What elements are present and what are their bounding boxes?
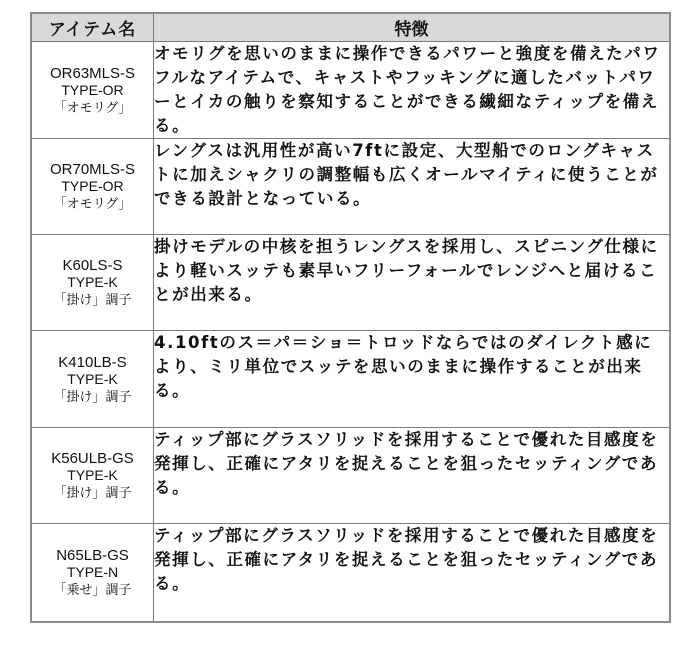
feature-description: レングスは汎用性が高い7ftに設定、大型船でのロングキャストに加えシャクリの調整幅も広くオールマイティに使うことができる設計となっている。 — [154, 139, 671, 235]
model-tone: 「掛け」調子 — [53, 485, 132, 500]
model-type: TYPE-N — [66, 564, 119, 580]
model-code: K410LB-S — [58, 353, 127, 371]
model-code: K60LS-S — [62, 257, 123, 274]
model-tone: 「掛け」調子 — [53, 388, 132, 404]
model-tone: 「オモリグ」 — [53, 196, 132, 211]
item-name-cell — [31, 235, 154, 331]
item-name-cell — [31, 524, 154, 623]
table-row — [31, 139, 670, 235]
model-code: K56ULB-GS — [51, 450, 134, 467]
model-type: TYPE-K — [67, 370, 118, 387]
feature-description: 掛けモデルの中核を担うレングスを採用し、スピニング仕様により軽いスッテも素早いフリーフォールでレンジへと届けることが出来る。 — [154, 235, 671, 331]
item-name-cell — [31, 42, 154, 139]
table-row — [31, 42, 670, 139]
model-code: OR63MLS-S — [49, 64, 136, 82]
model-type: TYPE-OR — [61, 81, 124, 98]
header-item-name: アイテム名 — [31, 13, 154, 42]
table-row — [31, 524, 670, 623]
header-features: 特徴 — [154, 13, 671, 42]
model-tone: 「オモリグ」 — [53, 99, 132, 115]
model-code: N65LB-GS — [56, 547, 129, 564]
table-row — [31, 235, 670, 331]
header-row — [31, 13, 670, 42]
model-type: TYPE-OR — [61, 178, 124, 194]
feature-description: オモリグを思いのままに操作できるパワーと強度を備えたパワフルなアイテムで、キャストやフッキングに適したバットパワーとイカの触りを察知することができる繊細なティップを備える。 — [154, 42, 671, 139]
model-tone: 「掛け」調子 — [53, 292, 132, 307]
feature-description: ティップ部にグラスソリッドを採用することで優れた目感度を発揮し、正確にアタリを捉えることを狙ったセッティングである。 — [154, 428, 671, 524]
model-code: OR70MLS-S — [49, 161, 136, 178]
rod-spec-table — [30, 12, 671, 623]
model-type: TYPE-K — [67, 274, 118, 290]
model-tone: 「乗せ」調子 — [53, 582, 132, 597]
feature-description: ティップ部にグラスソリッドを採用することで優れた目感度を発揮し、正確にアタリを捉えることを狙ったセッティングである。 — [154, 524, 671, 623]
item-name-cell — [31, 139, 154, 235]
item-name-cell — [31, 331, 154, 428]
item-name-cell — [31, 428, 154, 524]
feature-description: 4.10ftのス＝パ＝ショ＝トロッドならではのダイレクト感により、ミリ単位でスッテを思いのままに操作することが出来る。 — [154, 331, 671, 428]
model-type: TYPE-K — [67, 467, 118, 483]
table-row — [31, 428, 670, 524]
table-row — [31, 331, 670, 428]
